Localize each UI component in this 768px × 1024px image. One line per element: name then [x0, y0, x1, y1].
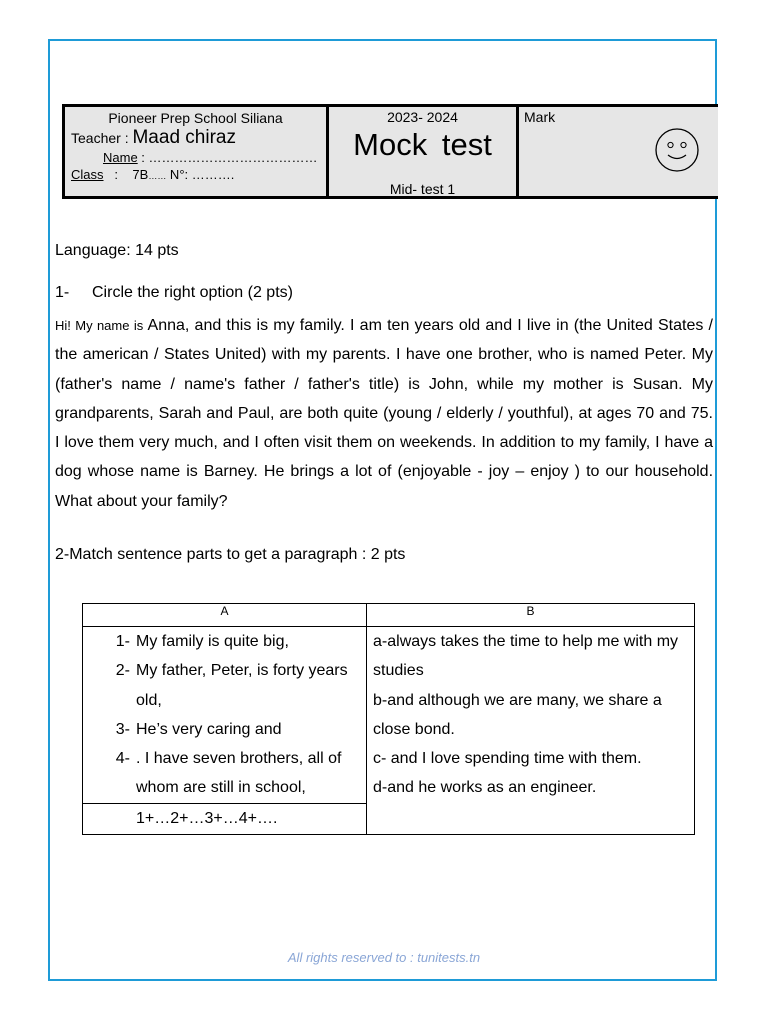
- teacher-line: [71, 127, 320, 149]
- student-number-field: N°: ……….: [166, 167, 235, 182]
- class-dots: ……: [148, 171, 167, 181]
- question-1-paragraph: [55, 311, 713, 516]
- paragraph-text: , at ages 70 and 75. I love them very much, and I often visit them on weekends. In addition to my family, I have a dog whose name is Barney. He brings a lot of: [55, 404, 714, 481]
- column-b-item: [373, 627, 694, 686]
- item-text: and he works as an engineer.: [387, 779, 597, 797]
- column-a-item: [83, 627, 366, 656]
- item-letter: b-: [373, 691, 388, 709]
- smiley-face-icon: [654, 127, 700, 173]
- column-a-item: [83, 744, 366, 803]
- column-b-cell: [367, 627, 695, 835]
- paragraph-text: Anna, and this is my family. I am ten years old and I live in: [143, 317, 574, 334]
- item-text: My father, Peter, is forty years old,: [136, 662, 348, 709]
- column-b-item: [373, 744, 694, 773]
- item-text: . I have seven brothers, all of whom are still in school,: [136, 750, 342, 797]
- school-name: Pioneer Prep School Siliana: [108, 110, 283, 126]
- question-1-title: [55, 284, 293, 302]
- test-title: Mock test: [353, 127, 492, 162]
- teacher-name: Maad chiraz: [132, 127, 236, 148]
- item-text: He’s very caring and: [136, 720, 282, 738]
- item-number: 2-: [115, 662, 130, 680]
- column-a-header: A: [83, 604, 367, 627]
- name-blank: : …………………………………: [137, 150, 318, 165]
- column-a-item: [83, 715, 366, 744]
- question-2-title: 2-Match sentence parts to get a paragraph : 2 pts: [55, 546, 406, 563]
- paragraph-text: to our household. What about your family?: [55, 463, 714, 510]
- question-1-instruction: Circle the right option (2 pts): [92, 284, 293, 301]
- question-1-number: 1-: [55, 284, 70, 301]
- item-text: My family is quite big,: [136, 633, 289, 650]
- option-choice[interactable]: (the United States / the american / States United): [55, 317, 713, 364]
- paragraph-intro: Hi! My name is: [55, 318, 144, 333]
- answer-line[interactable]: 1+…2+…3+…4+….: [83, 803, 367, 834]
- mark-cell: [519, 107, 718, 196]
- school-info-cell: [65, 107, 329, 196]
- paragraph-text: with my parents. I have one brother, who is named Peter. My: [266, 346, 713, 364]
- item-number: 1-: [115, 633, 130, 650]
- item-letter: c-: [373, 750, 387, 768]
- item-letter: d-: [373, 779, 388, 797]
- option-choice[interactable]: (enjoyable - joy – enjoy ): [397, 463, 580, 481]
- column-b-item: [373, 773, 694, 802]
- option-choice[interactable]: (father's name / name's father / father's title): [55, 375, 400, 393]
- column-b-header: B: [367, 604, 695, 627]
- title-cell: [329, 107, 519, 196]
- teacher-label: Teacher :: [71, 130, 133, 146]
- exam-header: [62, 104, 718, 199]
- school-year: 2023- 2024: [387, 109, 458, 125]
- class-line: [71, 167, 320, 182]
- column-b-item: [373, 686, 694, 745]
- copyright-footer: All rights reserved to : tunitests.tn: [287, 950, 481, 965]
- matching-table: [82, 603, 695, 835]
- item-text: and although we are many, we share a close bond.: [373, 691, 667, 738]
- class-value: : 7B: [103, 167, 149, 182]
- item-number: 3-: [115, 720, 130, 738]
- item-text: and I love spending time with them.: [386, 750, 642, 768]
- column-a-list: [83, 627, 366, 803]
- language-section-title: Language: 14 pts: [55, 242, 179, 259]
- item-letter: a-: [373, 633, 388, 650]
- item-number: 4-: [115, 750, 130, 768]
- column-a-item: [83, 656, 366, 715]
- option-choice[interactable]: (young / elderly / youthful): [383, 404, 570, 422]
- name-label: Name: [103, 150, 138, 165]
- paragraph-text: is John, while my mother is Susan. My grandparents, Sarah and Paul, are both quite: [55, 375, 713, 422]
- class-label: Class: [71, 167, 104, 182]
- test-subtitle: Mid- test 1: [389, 181, 456, 197]
- item-text: always takes the time to help me with my studies: [373, 633, 683, 680]
- mark-label: Mark: [524, 109, 556, 125]
- column-a-cell: [83, 627, 367, 804]
- student-name-line: [103, 150, 320, 165]
